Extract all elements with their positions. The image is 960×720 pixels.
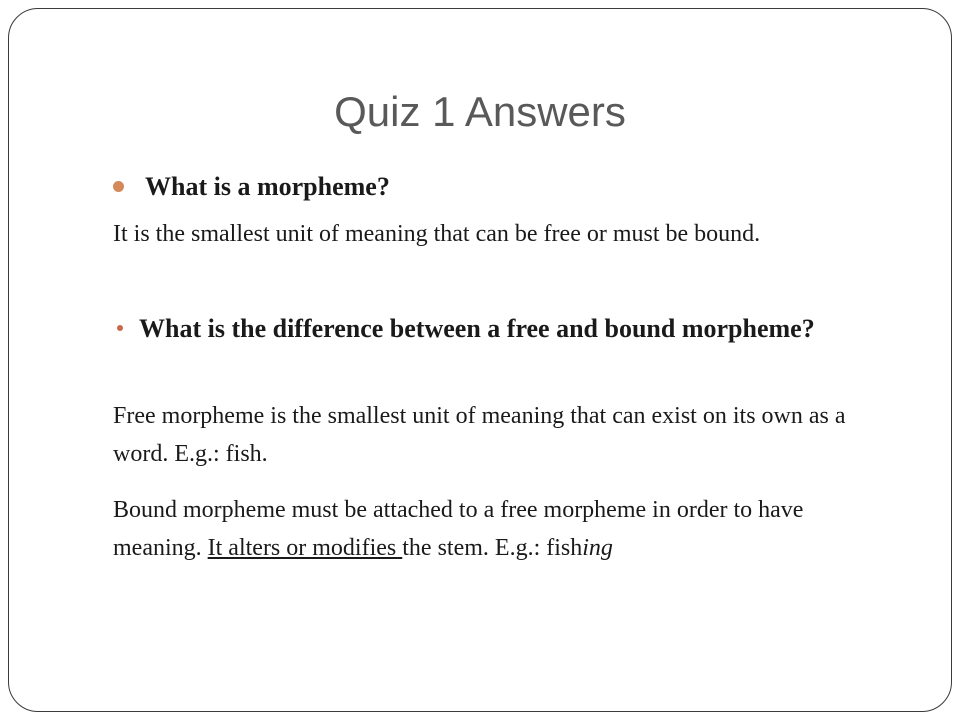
answer-1: It is the smallest unit of meaning that can be free or must be bound. (113, 221, 761, 247)
bullet-question-1 (106, 171, 390, 202)
bullet-small-icon (117, 325, 123, 331)
answer-3-underlined: It alters or modifies (207, 535, 403, 561)
answer-3-text-end: the stem. E.g.: (402, 535, 547, 561)
slide (8, 8, 952, 712)
answer-2: Free morpheme is the smallest unit of meaning that can exist on its own as a word. E.g.: fish. (113, 403, 846, 467)
example-suffix: ing (582, 535, 613, 561)
bullet-dot-icon (113, 181, 124, 192)
slide-title: Quiz 1 Answers (334, 88, 626, 135)
question-1: What is a morpheme? (145, 172, 390, 201)
example-stem: fish (546, 535, 583, 561)
bullet-question-2 (106, 312, 866, 346)
answer-3-text-start: Bound morpheme must be attached to a free morpheme in order to have meaning. (113, 497, 804, 561)
question-2: What is the difference between a free and bound morpheme? (139, 314, 815, 343)
answer-3 (113, 491, 873, 567)
